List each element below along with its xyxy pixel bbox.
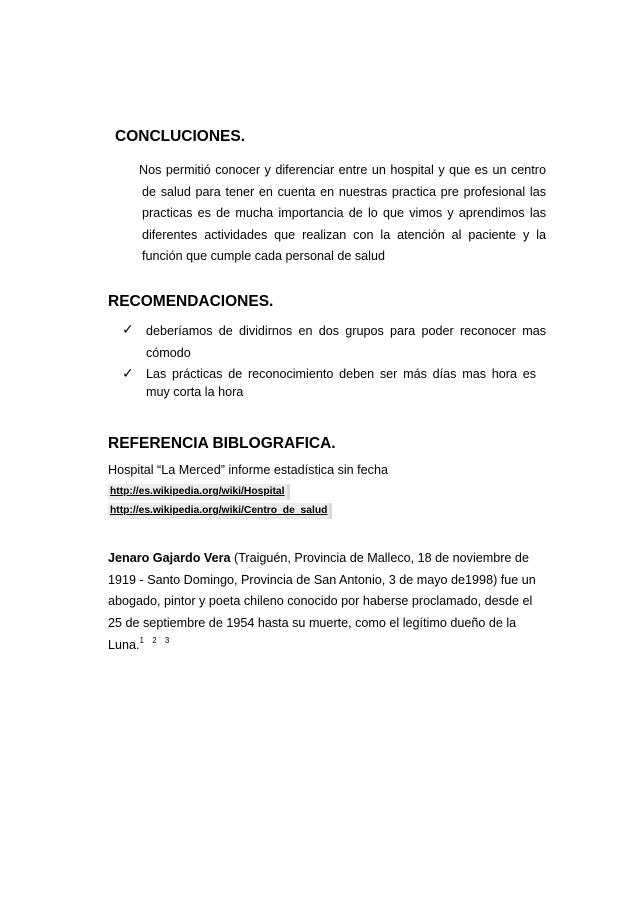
list-item-text: Las prácticas de reconocimiento deben ser más días mas hora es muy corta la hora bbox=[146, 367, 536, 399]
bio-text: (Traiguén, Provincia de Malleco, 18 de noviembre de 1919 - Santo Domingo, Provincia de San Antonio, 3 de mayo de1998) fue un abogado, pintor y poeta chileno conocido por haberse proclamado, desde el 25 de septiembre de 1954 hasta su muerte, como el legítimo dueño de la Luna. bbox=[108, 551, 536, 652]
bio-footnotes[interactable]: 1 2 3 bbox=[139, 635, 173, 645]
referencia-heading: REFERENCIA BIBLOGRAFICA. bbox=[108, 435, 336, 452]
conclusiones-paragraph: Nos permitió conocer y diferenciar entre un hospital y que es un centro de salud para tener en cuenta en nuestras practica pre profesional las practicas es de mucha importancia de lo que vimos y aprendimos las diferentes actividades que realizan con la atención al paciente y la función que cumple cada personal de salud bbox=[139, 163, 546, 263]
bio-paragraph bbox=[108, 548, 538, 657]
link-hospital[interactable]: http://es.wikipedia.org/wiki/Hospital bbox=[108, 484, 290, 500]
list-item bbox=[122, 320, 546, 364]
recomendaciones-list bbox=[122, 320, 546, 401]
link-centro-de-salud[interactable]: http://es.wikipedia.org/wiki/Centro_de_salud bbox=[108, 503, 332, 519]
check-mark-icon: ✓ bbox=[122, 322, 134, 338]
referencia-source: Hospital “La Merced” informe estadística sin fecha bbox=[108, 463, 388, 477]
conclusiones-heading: CONCLUCIONES. bbox=[115, 128, 246, 145]
check-mark-icon: ✓ bbox=[122, 366, 134, 382]
bio-name: Jenaro Gajardo Vera bbox=[108, 551, 231, 565]
list-item-text: deberíamos de dividirnos en dos grupos para poder reconocer mas cómodo bbox=[146, 324, 546, 360]
list-item bbox=[122, 365, 536, 401]
recomendaciones-heading: RECOMENDACIONES. bbox=[108, 293, 274, 310]
